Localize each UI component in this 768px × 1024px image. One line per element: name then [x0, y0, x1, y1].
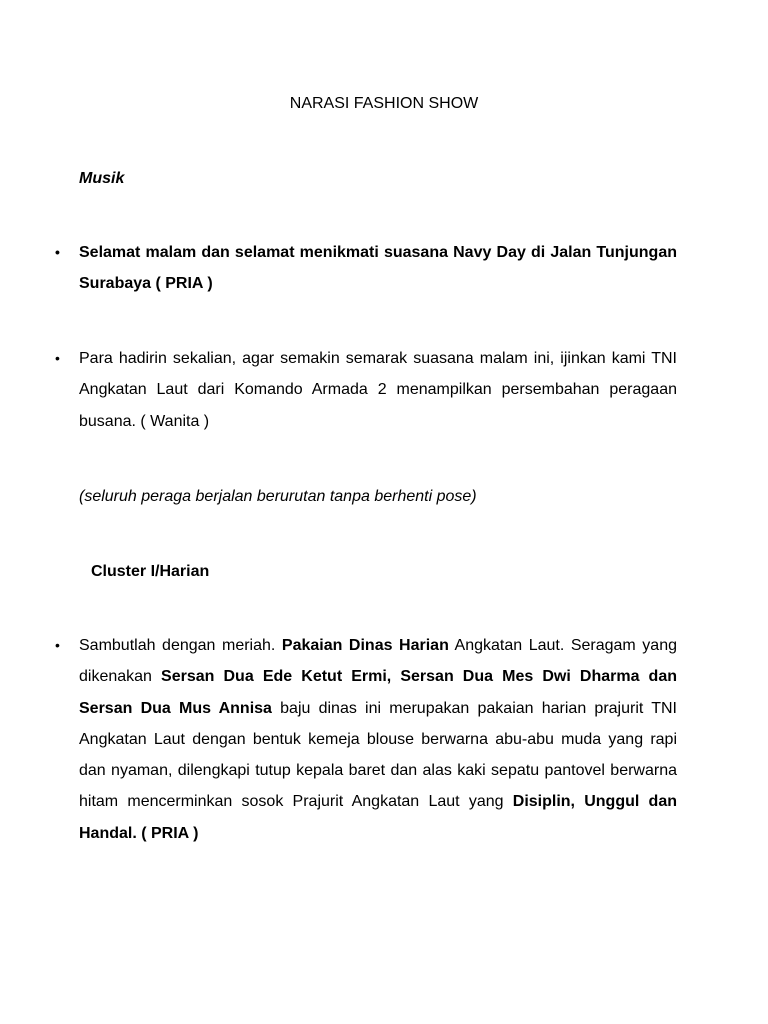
- uniform-name: Pakaian Dinas Harian: [281, 637, 449, 654]
- cluster-text: Angkatan Laut. Seragam yang dikenakan: [79, 637, 677, 686]
- list-item: [55, 237, 677, 300]
- list-item-text: Para hadirin sekalian, agar semakin semarak suasana malam ini, ijinkan kami TNI Angkatan Laut dari Komando Armada 2 menampilkan persembahan peragaan busana. ( Wanita ): [79, 350, 677, 430]
- cluster-text-intro: Sambutlah dengan meriah.: [79, 637, 282, 654]
- bullet-icon: •: [55, 244, 60, 260]
- cluster-closing: Disiplin, Unggul dan Handal. ( PRIA ): [79, 793, 678, 842]
- bullet-icon: •: [55, 637, 60, 653]
- stage-note: (seluruh peraga berjalan berurutan tanpa berhenti pose): [79, 488, 477, 505]
- musik-label: Musik: [79, 170, 125, 187]
- list-item: [55, 343, 677, 437]
- cluster-description: baju dinas ini merupakan pakaian harian prajurit TNI Angkatan Laut dengan bentuk kemeja blouse berwarna abu-abu muda yang rapi dan nyaman, dilengkapi tutup kepala baret dan alas kaki sepatu pantovel berwarna hitam mencerminkan sosok Prajurit Angkatan Laut yang: [79, 699, 678, 811]
- cluster-heading: Cluster I/Harian: [91, 563, 210, 580]
- list-item: [55, 630, 678, 849]
- list-item-text: Selamat malam dan selamat menikmati suasana Navy Day di Jalan Tunjungan Surabaya ( PRIA ): [79, 244, 677, 293]
- document-title: NARASI FASHION SHOW: [289, 95, 479, 112]
- model-names: Sersan Dua Ede Ketut Ermi, Sersan Dua Mes Dwi Dharma dan Sersan Dua Mus Annisa: [79, 668, 678, 717]
- bullet-icon: •: [55, 350, 60, 366]
